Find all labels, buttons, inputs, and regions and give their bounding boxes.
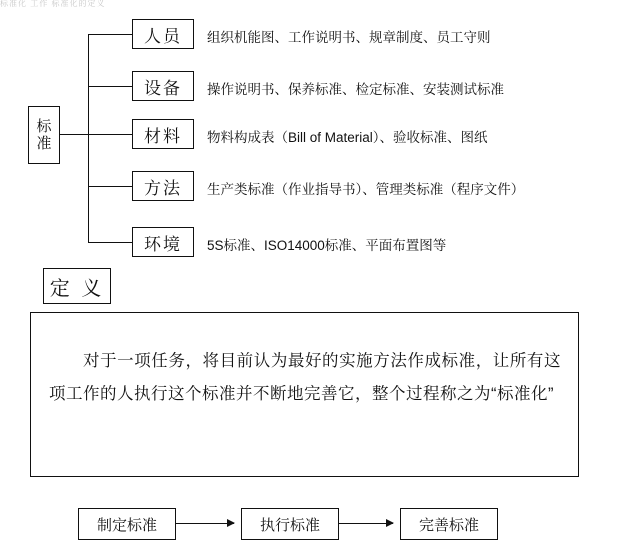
tree-desc-material: 物料构成表（Bill of Material）、验收标准、图纸 bbox=[207, 130, 488, 145]
tree-root-node bbox=[28, 106, 60, 164]
tree-root-label: 标准 bbox=[36, 118, 52, 152]
standard-tree bbox=[0, 8, 640, 258]
branch-line-1 bbox=[88, 34, 132, 35]
flow-step-establish: 制定标准 bbox=[78, 508, 176, 540]
branch-line-5 bbox=[88, 242, 132, 243]
branch-line-4 bbox=[88, 186, 132, 187]
root-connector-line bbox=[60, 134, 88, 135]
definition-box bbox=[30, 312, 579, 477]
flow-step-improve: 完善标准 bbox=[400, 508, 498, 540]
tree-node-method: 方法 bbox=[132, 171, 194, 201]
flow-arrow-1 bbox=[176, 523, 234, 524]
tree-desc-method: 生产类标准（作业指导书）、管理类标准（程序文件） bbox=[207, 182, 525, 197]
tree-desc-environment: 5S标准、ISO14000标准、平面布置图等 bbox=[207, 238, 447, 253]
definition-title: 定 义 bbox=[43, 268, 111, 304]
tree-node-equipment: 设备 bbox=[132, 71, 194, 101]
tree-spine-line bbox=[88, 34, 89, 242]
tree-desc-personnel: 组织机能图、工作说明书、规章制度、员工守则 bbox=[207, 30, 491, 45]
branch-line-2 bbox=[88, 86, 132, 87]
flow-step-execute: 执行标准 bbox=[241, 508, 339, 540]
definition-text: 对于一项任务，将目前认为最好的实施方法作成标准，让所有这项工作的人执行这个标准并不断地完善它，整个过程称之为“标准化” bbox=[49, 352, 561, 403]
standardization-flow bbox=[0, 498, 640, 548]
tree-node-environment: 环境 bbox=[132, 227, 194, 257]
header-strip: 标准化 工作 标准化的定义 bbox=[0, 0, 106, 8]
tree-node-material: 材料 bbox=[132, 119, 194, 149]
tree-desc-equipment: 操作说明书、保养标准、检定标准、安装测试标准 bbox=[207, 82, 504, 97]
tree-node-personnel: 人员 bbox=[132, 19, 194, 49]
flow-arrow-2 bbox=[339, 523, 393, 524]
branch-line-3 bbox=[88, 134, 132, 135]
